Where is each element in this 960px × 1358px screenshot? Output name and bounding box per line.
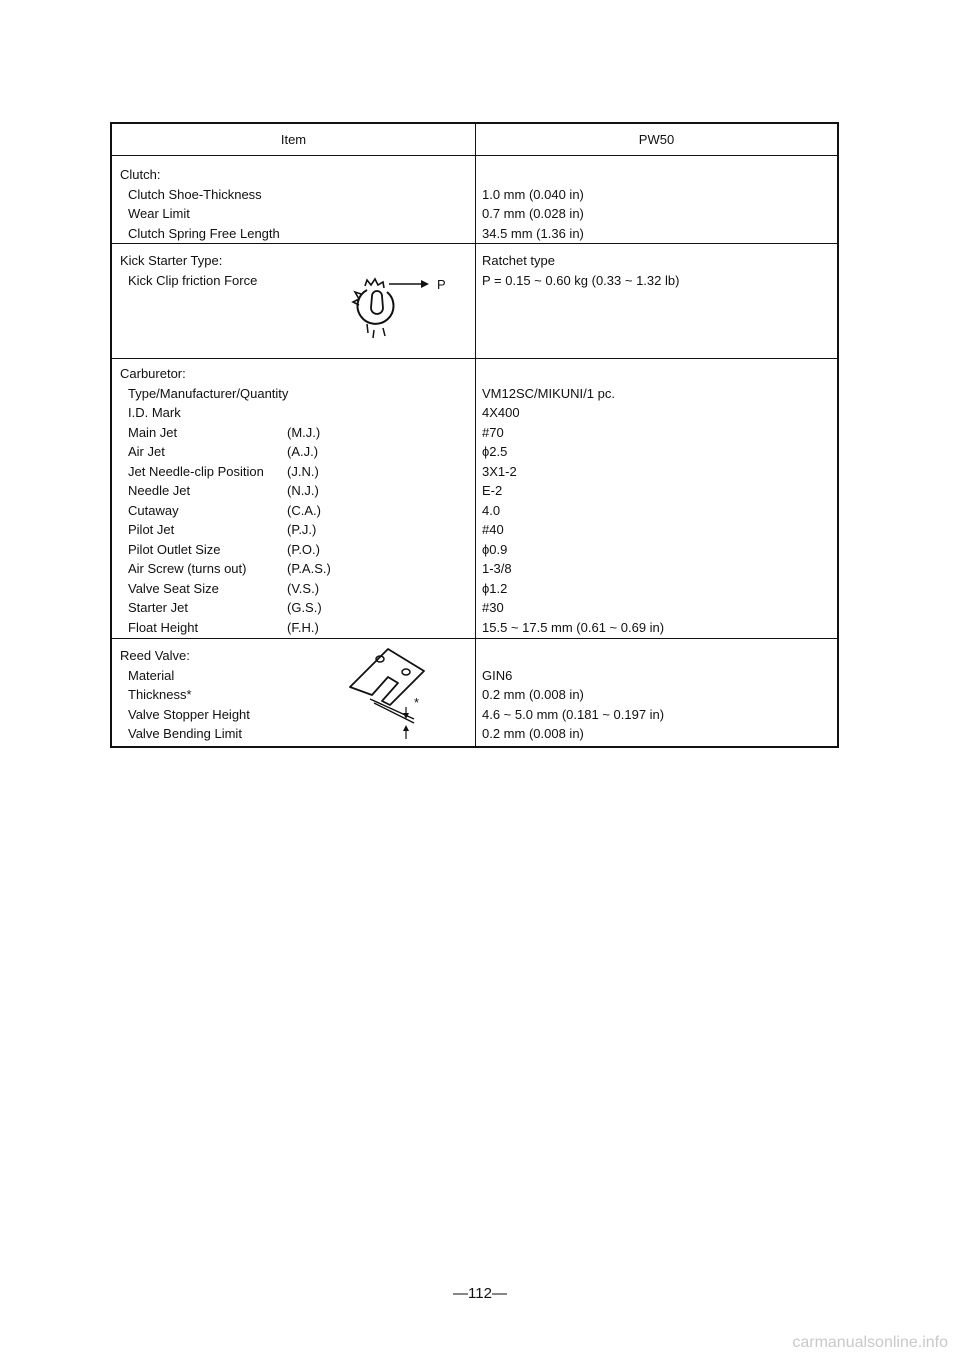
kick-label: Kick Clip friction Force — [128, 272, 258, 288]
carb-value: ϕ2.5 — [482, 444, 508, 459]
clutch-label: Wear Limit — [128, 206, 190, 221]
carb-value: 4.0 — [482, 502, 501, 518]
kick-title: Kick Starter Type: — [120, 253, 223, 268]
reed-value: 0.2 mm (0.008 in) — [482, 687, 584, 702]
kick-value: P = 0.15 ~ 0.60 kg (0.33 ~ 1.32 lb) — [482, 272, 680, 288]
carb-value: E-2 — [482, 483, 503, 498]
clutch-value: 0.7 mm (0.028 in) — [482, 206, 584, 221]
header-model: PW50 — [638, 132, 675, 147]
carb-label: Jet Needle-clip Position (J.N.) — [128, 463, 319, 479]
clutch-value: 34.5 mm (1.36 in) — [482, 225, 584, 241]
reed-value: 0.2 mm (0.008 in) — [482, 726, 584, 741]
kick-diagram-label: P — [437, 277, 446, 292]
section-reed-valve — [112, 638, 837, 746]
table-header — [112, 124, 837, 155]
reed-title: Reed Valve: — [120, 648, 190, 663]
page-number: —112— — [453, 1285, 507, 1302]
carb-label: Type/Manufacturer/Quantity — [128, 385, 289, 401]
carb-value: 4X400 — [482, 405, 520, 420]
carb-label: I.D. Mark — [128, 405, 181, 420]
carb-label: Needle Jet (N.J.) — [128, 483, 319, 498]
carb-value: VM12SC/MIKUNI/1 pc. — [482, 385, 615, 401]
header-item: Item — [112, 124, 476, 155]
kick-clip-diagram — [337, 272, 457, 342]
watermark: carmanualsonline.info — [792, 1334, 948, 1351]
carb-value: #70 — [482, 424, 504, 440]
reed-valve-diagram — [344, 643, 444, 743]
kick-title-value: Ratchet type — [482, 253, 555, 268]
carb-label: Pilot Outlet Size (P.O.) — [128, 541, 320, 557]
spec-table — [110, 122, 839, 748]
carb-value: 1-3/8 — [482, 561, 512, 576]
carb-label: Air Screw (turns out) (P.A.S.) — [128, 561, 331, 576]
carb-label: Cutaway (C.A.) — [128, 502, 321, 518]
section-clutch — [112, 155, 837, 243]
carb-value: 15.5 ~ 17.5 mm (0.61 ~ 0.69 in) — [482, 619, 665, 635]
section-carburetor — [112, 358, 837, 638]
carb-label: Valve Seat Size (V.S.) — [128, 580, 320, 596]
section-kick-starter — [112, 243, 837, 358]
carb-value: ϕ1.2 — [482, 580, 508, 596]
reed-label: Valve Stopper Height — [128, 706, 250, 722]
reed-value: GIN6 — [482, 667, 513, 683]
clutch-value: 1.0 mm (0.040 in) — [482, 186, 584, 202]
reed-diagram-mark: * — [414, 695, 420, 710]
carb-label: Float Height (F.H.) — [128, 619, 319, 635]
carb-label: Main Jet (M.J.) — [128, 424, 321, 440]
clutch-title: Clutch: — [120, 167, 161, 182]
carb-label: Air Jet (A.J.) — [128, 444, 319, 459]
reed-label: Valve Bending Limit — [128, 726, 242, 741]
carb-value: #30 — [482, 600, 504, 615]
carb-title: Carburetor: — [120, 366, 186, 381]
reed-label: Thickness* — [128, 687, 192, 702]
reed-value: 4.6 ~ 5.0 mm (0.181 ~ 0.197 in) — [482, 706, 665, 722]
carb-value: ϕ0.9 — [482, 541, 508, 557]
carb-label: Starter Jet (G.S.) — [128, 600, 322, 615]
clutch-label: Clutch Shoe-Thickness — [128, 186, 262, 202]
carb-value: 3X1-2 — [482, 463, 517, 479]
carb-value: #40 — [482, 522, 504, 537]
carb-label: Pilot Jet (P.J.) — [128, 522, 317, 537]
reed-label: Material — [128, 667, 175, 683]
clutch-label: Clutch Spring Free Length — [128, 225, 280, 241]
